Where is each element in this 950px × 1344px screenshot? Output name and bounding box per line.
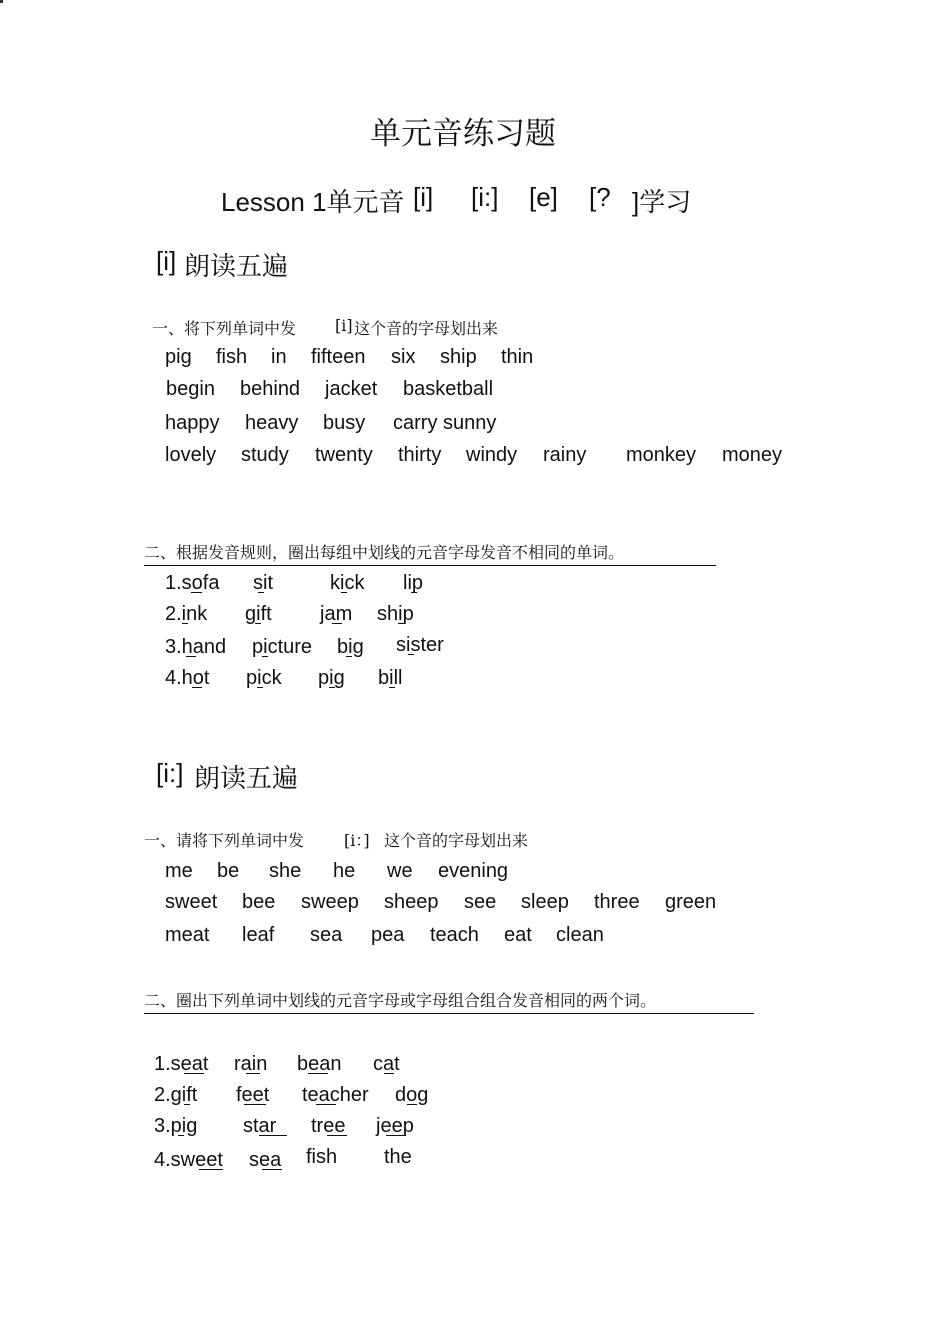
vowel-underline: [255, 623, 261, 624]
section-ii-task1-instruction-start: 一、请将下列单词中发: [144, 831, 305, 850]
vowel-underline: [262, 1169, 282, 1170]
word: sea: [310, 924, 343, 946]
word: ship: [440, 346, 477, 368]
word: evening: [438, 860, 509, 882]
word: six: [391, 346, 416, 368]
word: green: [665, 891, 717, 913]
vowel-underline: [398, 623, 404, 624]
word: thin: [501, 346, 534, 368]
vowel-underline: [407, 1104, 417, 1105]
word: clean: [556, 924, 604, 946]
vowel-underline: [386, 1135, 406, 1136]
section-ii-task1-instruction-end: 这个音的字母划出来: [384, 831, 529, 850]
vowel-underline: [257, 687, 263, 688]
vowel-underline: [182, 623, 188, 624]
vowel-underline: [258, 592, 264, 593]
word: sit: [253, 572, 273, 594]
word: leaf: [242, 924, 275, 946]
word: me: [165, 860, 193, 882]
word: fifteen: [311, 346, 366, 368]
word: 1.sofa: [165, 572, 220, 594]
vowel-underline: [186, 656, 196, 657]
vowel-underline: [192, 687, 202, 688]
page-title: 单元音练习题: [370, 116, 556, 152]
lesson-title-suffix: ]学习: [632, 187, 692, 217]
lesson-symbol-unknown: [?: [589, 182, 611, 212]
vowel-underline: [316, 1104, 336, 1105]
vowel-underline: [411, 592, 417, 593]
word: pea: [371, 924, 405, 946]
word: fish: [216, 346, 248, 368]
word: jacket: [325, 378, 378, 400]
word: lip: [403, 572, 424, 594]
word: jam: [320, 603, 353, 625]
word: rainy: [543, 444, 587, 466]
word: 3.pig: [154, 1115, 198, 1137]
word: heavy: [245, 412, 299, 434]
word: meat: [165, 924, 210, 946]
section-i-task1-symbol: [i]: [335, 316, 353, 335]
section-ii-heading-text: 朗读五遍: [194, 764, 299, 794]
word: eat: [504, 924, 532, 946]
word: sea: [249, 1149, 282, 1171]
word: money: [722, 444, 783, 466]
word: rain: [234, 1053, 268, 1075]
word: picture: [252, 636, 313, 658]
word: sheep: [384, 891, 439, 913]
word: begin: [166, 378, 215, 400]
lesson-title-prefix: Lesson 1单元音: [221, 187, 405, 217]
word: sweet: [165, 891, 218, 913]
word: we: [387, 860, 413, 882]
word: kick: [330, 572, 365, 594]
section-i-task1-instruction-end: 这个音的字母划出来: [354, 319, 499, 338]
vowel-underline: [244, 1104, 266, 1105]
section-ii-task1-symbol: [i：]: [344, 831, 370, 850]
word: windy: [466, 444, 518, 466]
vowel-underline: [346, 656, 352, 657]
section-i-task1-instruction-start: 一、将下列单词中发: [152, 319, 297, 338]
word: jeep: [376, 1115, 414, 1137]
vowel-underline: [408, 654, 414, 655]
word: 2.gift: [154, 1084, 198, 1106]
word: bean: [297, 1053, 342, 1075]
word: ship: [377, 603, 414, 625]
vowel-underline: [327, 1135, 347, 1136]
word: teach: [430, 924, 479, 946]
word: feet: [236, 1084, 270, 1106]
word: dog: [395, 1084, 429, 1106]
section-i-task2-instruction: 二、根据发音规则，圈出每组中划线的元音字母发音不相同的单词。: [144, 540, 716, 566]
word: sleep: [521, 891, 569, 913]
word: behind: [240, 378, 301, 400]
vowel-underline: [329, 687, 335, 688]
vowel-underline: [341, 592, 347, 593]
word: 1.seat: [154, 1053, 209, 1075]
word: 2.ink: [165, 603, 208, 625]
word: cat: [373, 1053, 400, 1075]
vowel-underline: [199, 1169, 223, 1170]
word: big: [337, 636, 364, 658]
word: be: [217, 860, 240, 882]
word: lovely: [165, 444, 217, 466]
word: monkey: [626, 444, 697, 466]
word: gift: [245, 603, 272, 625]
word: thirty: [398, 444, 442, 466]
word: sister: [396, 634, 444, 656]
vowel-underline: [308, 1073, 328, 1074]
vowel-underline: [246, 1073, 260, 1074]
vowel-underline: [184, 1104, 190, 1105]
word: the: [384, 1146, 412, 1168]
word: carry sunny: [393, 412, 497, 434]
vowel-underline: [384, 1073, 394, 1074]
section-i-heading-text: 朗读五遍: [184, 252, 289, 282]
word: he: [333, 860, 356, 882]
vowel-underline: [389, 687, 395, 688]
lesson-symbol-i-long: [i:]: [471, 182, 499, 212]
word: star: [243, 1115, 277, 1137]
word: she: [269, 860, 302, 882]
word: tree: [311, 1115, 346, 1137]
word: basketball: [403, 378, 494, 400]
vowel-underline: [178, 1135, 184, 1136]
lesson-symbol-i: [i]: [413, 182, 434, 212]
word: 4.hot: [165, 667, 210, 689]
word: study: [241, 444, 289, 466]
word: 3.hand: [165, 636, 227, 658]
word: teacher: [302, 1084, 369, 1106]
vowel-underline: [259, 1135, 287, 1136]
word: twenty: [315, 444, 373, 466]
corner-mark: [0, 0, 3, 3]
word: sweep: [301, 891, 359, 913]
word: happy: [165, 412, 220, 434]
vowel-underline: [332, 623, 342, 624]
word: bee: [242, 891, 276, 913]
vowel-underline: [191, 592, 202, 593]
word: busy: [323, 412, 366, 434]
word: pig: [318, 667, 345, 689]
word: three: [594, 891, 640, 913]
word: fish: [306, 1146, 338, 1168]
section-i-heading-symbol: [i]: [156, 246, 177, 276]
section-ii-task2-instruction: 二、圈出下列单词中划线的元音字母或字母组合组合发音相同的两个词。: [144, 988, 754, 1014]
word: pig: [165, 346, 192, 368]
word: in: [271, 346, 287, 368]
word: bill: [378, 667, 403, 689]
section-ii-heading-symbol: [i:]: [156, 758, 184, 788]
word: see: [464, 891, 497, 913]
word: 4.sweet: [154, 1149, 223, 1171]
lesson-symbol-e: [e]: [529, 182, 558, 212]
word: pick: [246, 667, 282, 689]
vowel-underline: [262, 656, 268, 657]
vowel-underline: [184, 1073, 204, 1074]
